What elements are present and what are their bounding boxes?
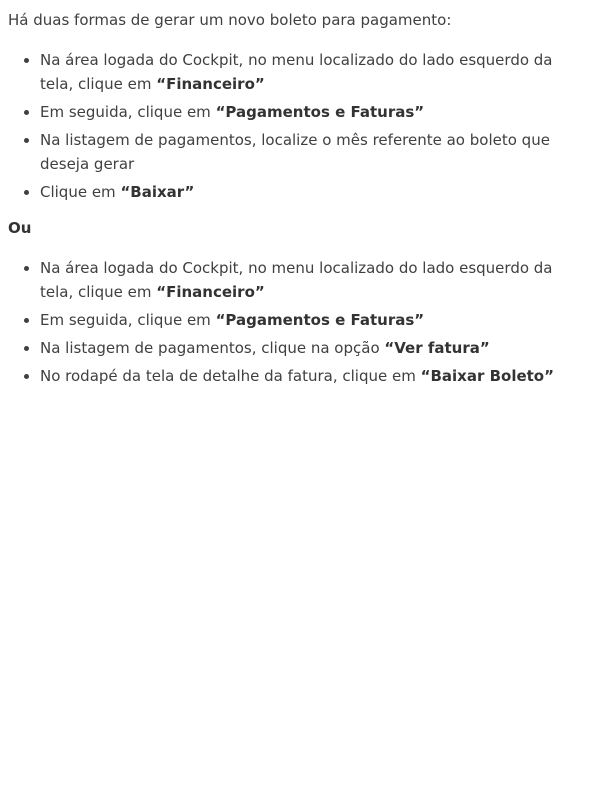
step-emphasis: “Financeiro” [156,283,265,301]
list-item [40,48,580,96]
step-text: Em seguida, clique em [40,103,216,121]
list-item [40,128,580,176]
step-emphasis: “Ver fatura” [384,339,490,357]
step-emphasis: “Baixar” [120,183,195,201]
intro-paragraph: Há duas formas de gerar um novo boleto para pagamento: [8,11,452,29]
step-emphasis: “Pagamentos e Faturas” [215,103,425,121]
article-body [8,8,580,392]
step-text: No rodapé da tela de detalhe da fatura, clique em [40,367,421,385]
step-text: Na listagem de pagamentos, clique na opção [40,339,385,357]
step-text: Clique em [40,183,121,201]
step-emphasis: “Baixar Boleto” [420,367,554,385]
step-emphasis: “Financeiro” [156,75,265,93]
list-item [40,256,580,304]
step-text: Na área logada do Cockpit, no menu localizado do lado esquerdo da tela, clique em [40,259,553,301]
or-separator-label: Ou [8,219,32,237]
step-text: Na área logada do Cockpit, no menu localizado do lado esquerdo da tela, clique em [40,51,553,93]
step-text: Na listagem de pagamentos, localize o mês referente ao boleto que deseja gerar [40,131,550,173]
list-item [40,336,580,360]
steps-list-2 [8,256,580,388]
list-item [40,180,580,204]
step-text: Em seguida, clique em [40,311,216,329]
steps-list-1 [8,48,580,204]
list-item [40,308,580,332]
list-item [40,100,580,124]
list-item [40,364,580,388]
step-emphasis: “Pagamentos e Faturas” [215,311,425,329]
